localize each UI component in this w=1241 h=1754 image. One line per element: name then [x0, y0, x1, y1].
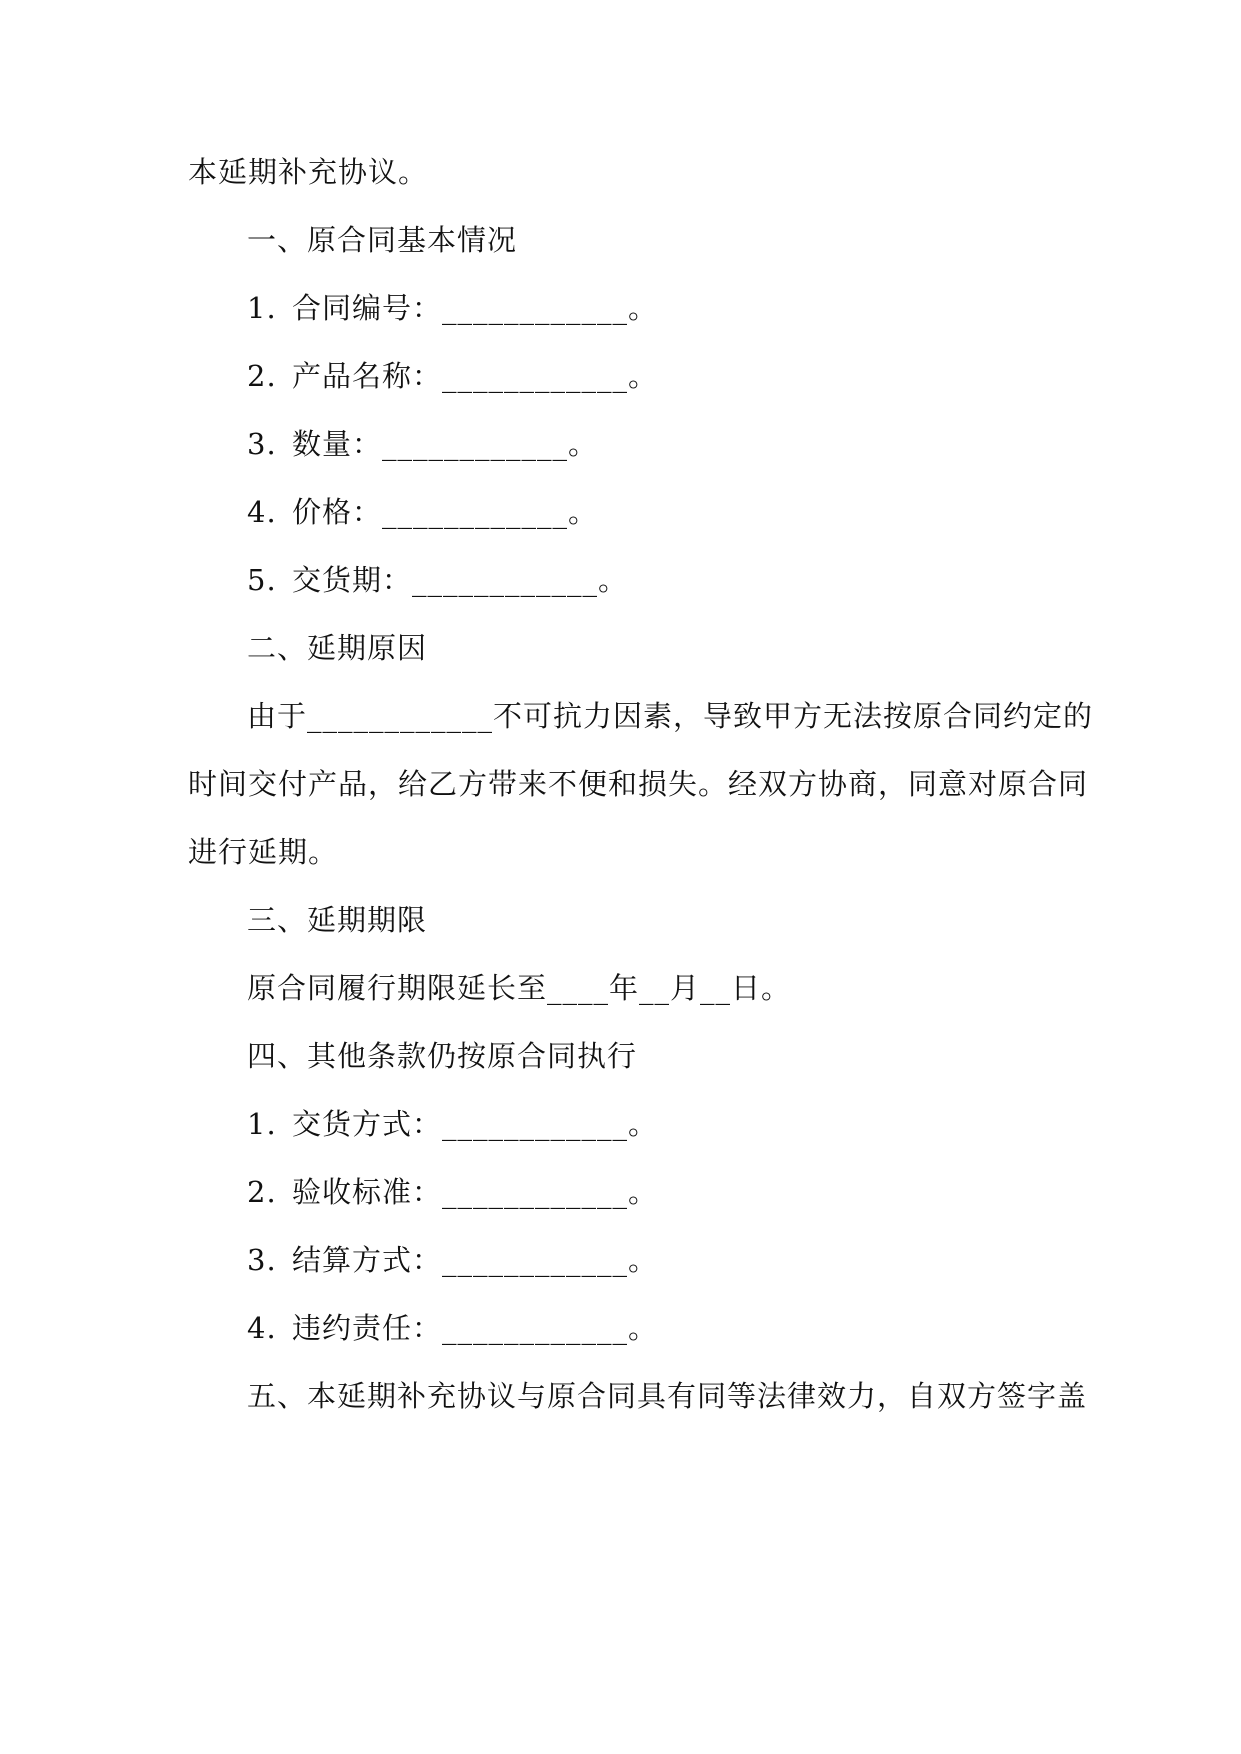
list-item-text: 合同编号：____________。	[292, 291, 659, 325]
list-item	[247, 1172, 658, 1212]
section4-heading: 四、其他条款仍按原合同执行	[247, 1039, 638, 1073]
list-item-text: 价格：____________。	[292, 495, 599, 529]
list-item	[247, 1308, 658, 1348]
list-item-text: 违约责任：____________。	[292, 1311, 659, 1345]
list-item-number: 4.	[247, 1311, 277, 1345]
list-item	[247, 288, 658, 328]
section1-heading: 一、原合同基本情况	[247, 223, 518, 257]
list-item-number: 1.	[247, 291, 277, 325]
opening-tail-text: 本延期补充协议。	[188, 155, 429, 189]
list-item	[247, 1240, 658, 1280]
section3-text: 原合同履行期限延长至____年__月__日。	[247, 971, 792, 1005]
list-item-text: 产品名称：____________。	[292, 359, 659, 393]
section2-heading: 二、延期原因	[247, 631, 428, 665]
list-item-text: 验收标准：____________。	[292, 1175, 659, 1209]
section2-paragraph-line: 进行延期。	[188, 835, 339, 869]
list-item-number: 2.	[247, 359, 277, 393]
list-item-number: 2.	[247, 1175, 277, 1209]
list-item-number: 3.	[247, 1243, 277, 1277]
section2-paragraph-line: 由于____________不可抗力因素，导致甲方无法按原合同约定的	[247, 699, 1094, 733]
list-item-number: 3.	[247, 427, 277, 461]
section2-paragraph-line: 时间交付产品，给乙方带来不便和损失。经双方协商，同意对原合同	[188, 767, 1089, 801]
list-item-text: 结算方式：____________。	[292, 1243, 659, 1277]
list-item	[247, 560, 628, 600]
list-item	[247, 1104, 658, 1144]
list-item	[247, 492, 598, 532]
list-item-number: 1.	[247, 1107, 277, 1141]
list-item	[247, 356, 658, 396]
list-item-number: 4.	[247, 495, 277, 529]
list-item-number: 5.	[247, 563, 277, 597]
list-item	[247, 424, 598, 464]
list-item-text: 交货期：____________。	[292, 563, 629, 597]
list-item-text: 交货方式：____________。	[292, 1107, 659, 1141]
section3-heading: 三、延期期限	[247, 903, 428, 937]
list-item-text: 数量：____________。	[292, 427, 599, 461]
section5-heading: 五、本延期补充协议与原合同具有同等法律效力，自双方签字盖	[247, 1379, 1088, 1413]
